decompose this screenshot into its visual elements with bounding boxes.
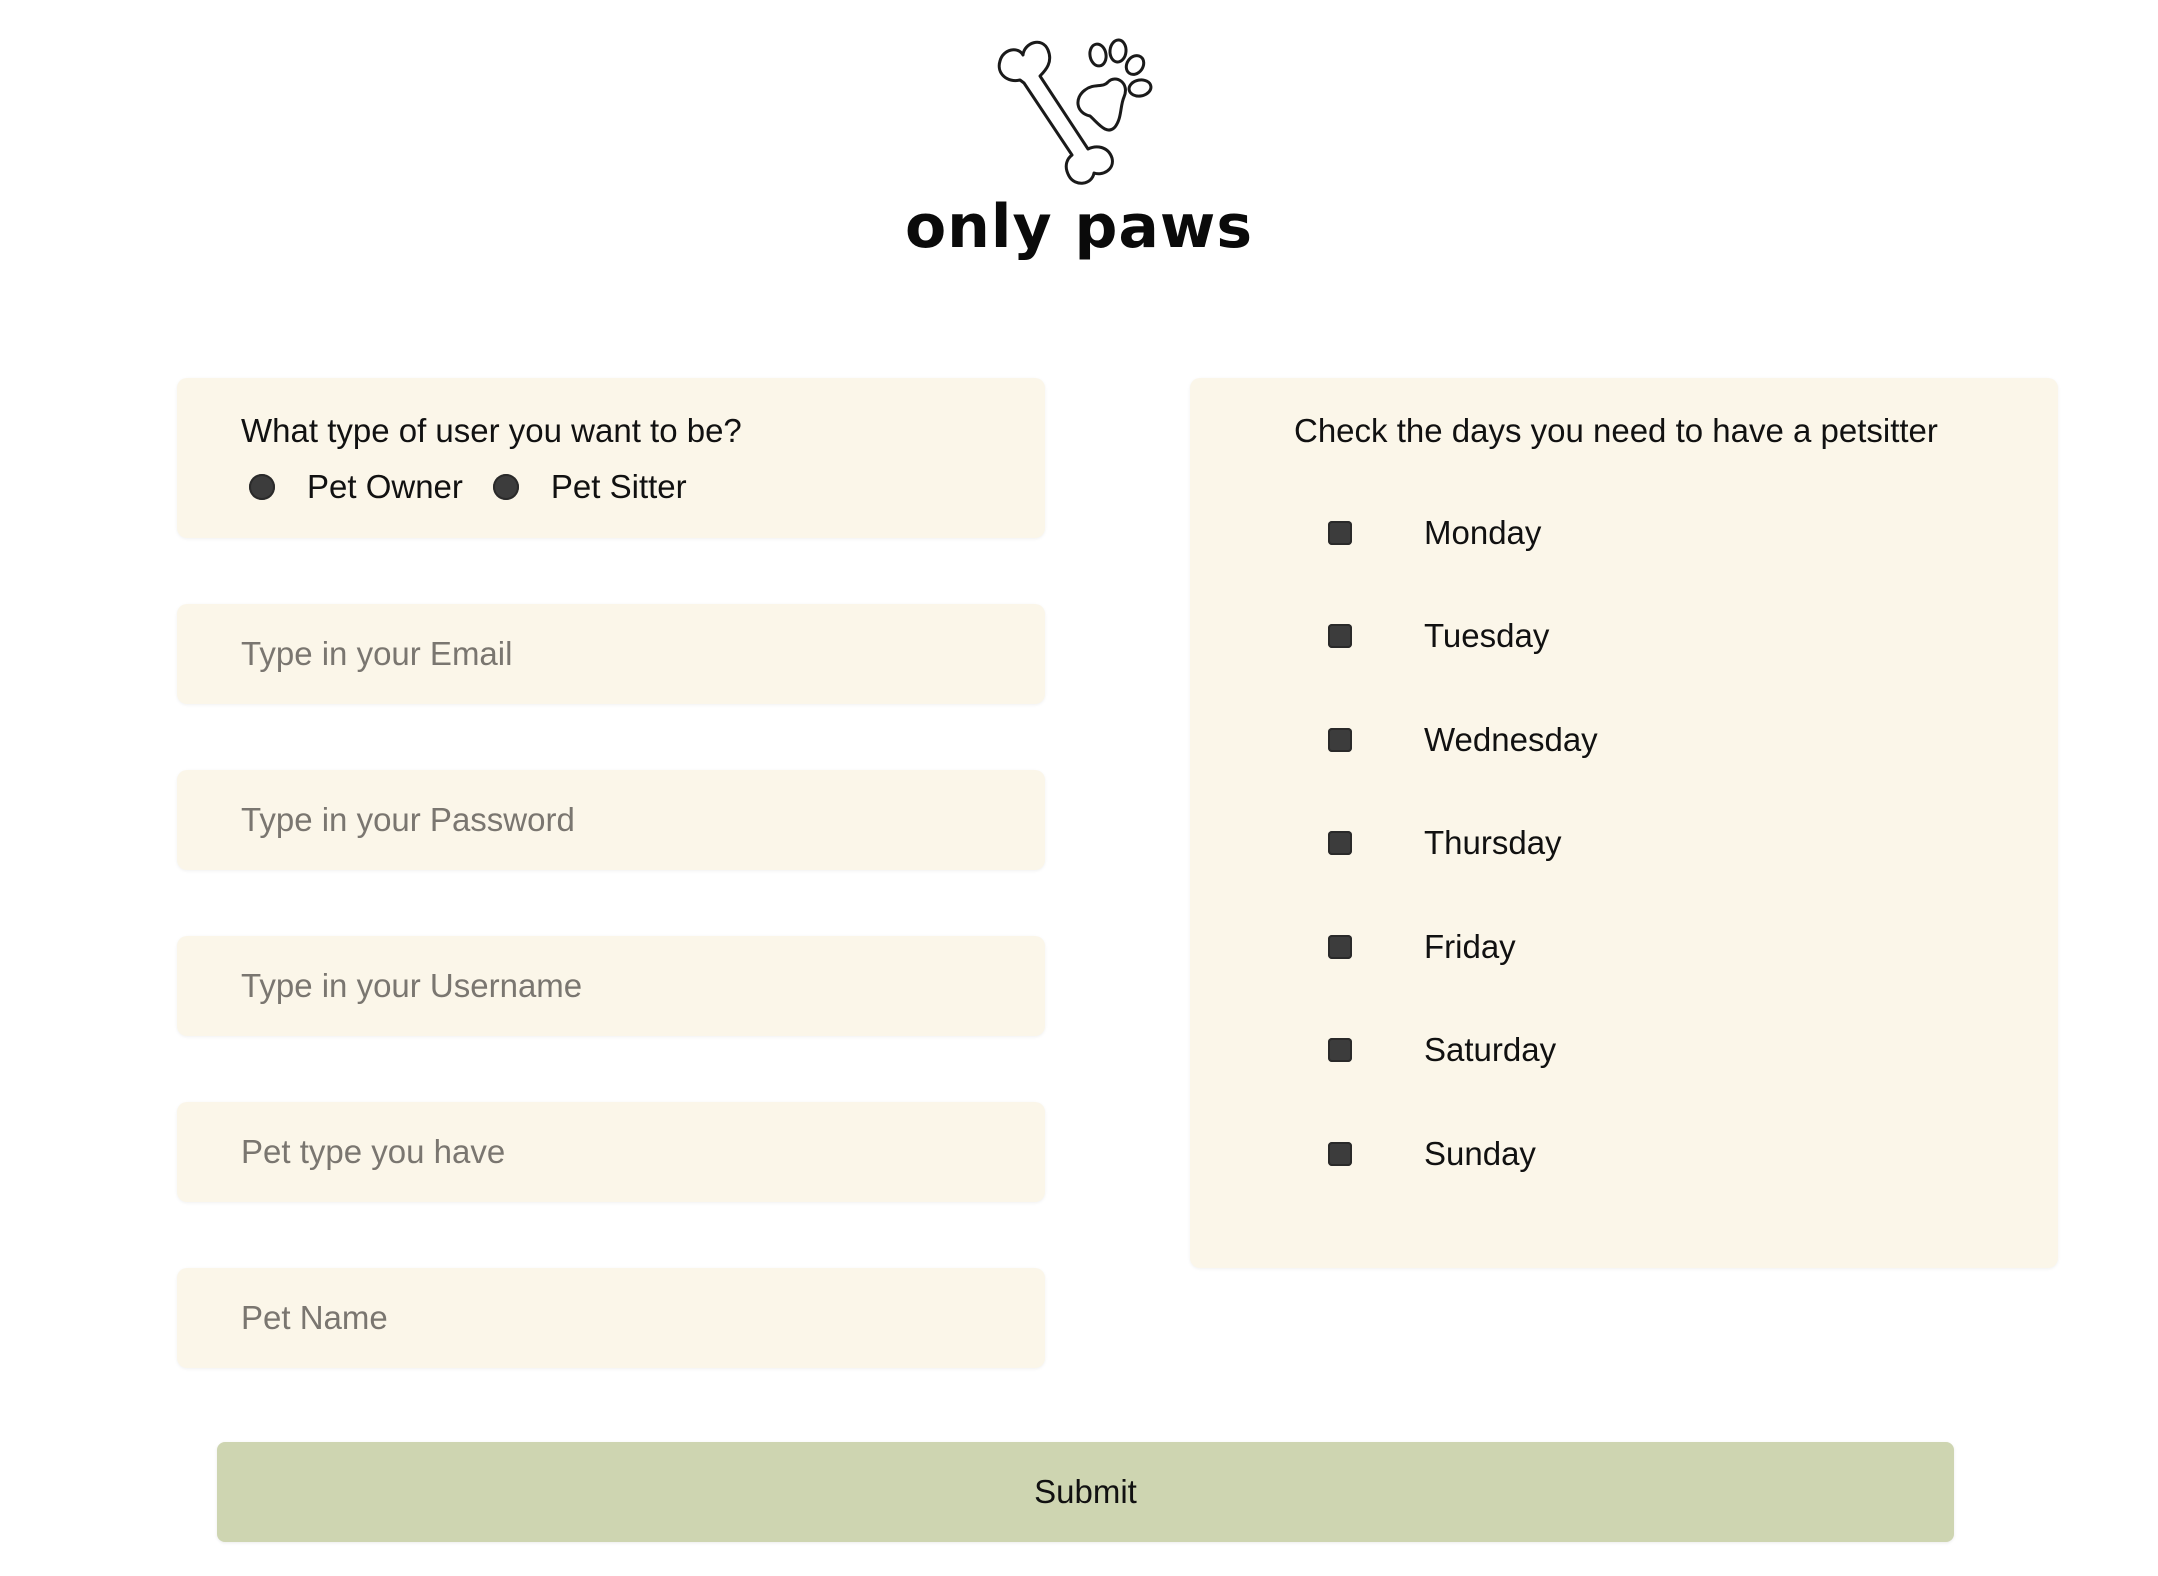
user-type-question: What type of user you want to be?: [241, 412, 742, 449]
day-label-monday: Monday: [1424, 514, 1542, 551]
user-type-radio-group: [249, 468, 717, 506]
submit-button[interactable]: Submit: [217, 1442, 1954, 1542]
day-label-tuesday: Tuesday: [1424, 617, 1550, 654]
day-row-wednesday[interactable]: [1328, 721, 1598, 759]
day-row-monday[interactable]: [1328, 514, 1541, 552]
user-type-panel: [177, 378, 1045, 538]
checkbox-saturday[interactable]: [1328, 1038, 1352, 1062]
radio-button-pet-owner[interactable]: [249, 474, 275, 500]
username-field[interactable]: [177, 936, 1045, 1036]
day-label-sunday: Sunday: [1424, 1135, 1536, 1172]
password-field-container: [177, 770, 1045, 870]
radio-label-pet-owner: Pet Owner: [307, 468, 463, 505]
radio-button-pet-sitter[interactable]: [493, 474, 519, 500]
radio-option-pet-owner[interactable]: [249, 468, 463, 506]
email-field[interactable]: [177, 604, 1045, 704]
bone-and-paw-icon: [990, 28, 1180, 193]
day-label-thursday: Thursday: [1424, 824, 1562, 861]
day-label-saturday: Saturday: [1424, 1031, 1557, 1068]
day-row-saturday[interactable]: [1328, 1031, 1556, 1069]
day-row-tuesday[interactable]: [1328, 617, 1549, 655]
checkbox-sunday[interactable]: [1328, 1142, 1352, 1166]
pet-name-field[interactable]: [177, 1268, 1045, 1368]
day-label-wednesday: Wednesday: [1424, 721, 1598, 758]
checkbox-friday[interactable]: [1328, 935, 1352, 959]
days-panel: [1190, 378, 2058, 1268]
pet-type-field-container: [177, 1102, 1045, 1202]
checkbox-wednesday[interactable]: [1328, 728, 1352, 752]
pet-name-field-container: [177, 1268, 1045, 1368]
radio-option-pet-sitter[interactable]: [493, 468, 687, 506]
days-title: Check the days you need to have a petsitter: [1294, 412, 1938, 449]
day-label-friday: Friday: [1424, 928, 1516, 965]
username-field-container: [177, 936, 1045, 1036]
checkbox-thursday[interactable]: [1328, 831, 1352, 855]
email-field-container: [177, 604, 1045, 704]
password-field[interactable]: [177, 770, 1045, 870]
brand-name: only paws: [904, 192, 1254, 262]
day-row-thursday[interactable]: [1328, 824, 1562, 862]
checkbox-tuesday[interactable]: [1328, 624, 1352, 648]
radio-label-pet-sitter: Pet Sitter: [550, 468, 687, 505]
pet-type-field[interactable]: [177, 1102, 1045, 1202]
checkbox-monday[interactable]: [1328, 521, 1352, 545]
day-row-sunday[interactable]: [1328, 1135, 1536, 1173]
day-row-friday[interactable]: [1328, 928, 1516, 966]
